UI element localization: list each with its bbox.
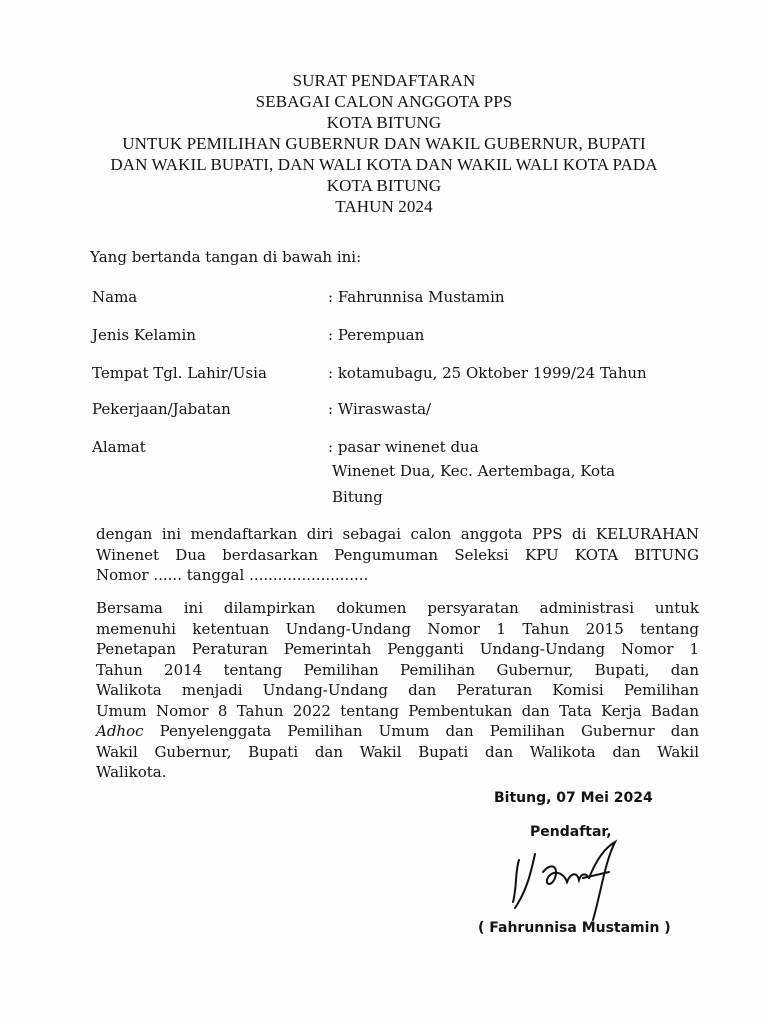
field-label: Tempat Tgl. Lahir/Usia	[92, 364, 267, 382]
field-value: : Fahrunnisa Mustamin	[328, 288, 505, 306]
field-value: : pasar winenet dua	[328, 438, 479, 456]
paragraph-line: Winenet Dua berdasarkan Pengumuman Seleksi KPU KOTA BITUNG	[96, 545, 699, 564]
handwritten-signature	[505, 832, 645, 922]
paragraph-line: Wakil Gubernur, Bupati dan Wakil Bupati dan Walikota dan Wakil	[96, 742, 699, 761]
paragraph-line: Penetapan Peraturan Pemerintah Pengganti Undang-Undang Nomor 1	[96, 640, 699, 658]
field-label: Nama	[92, 288, 138, 306]
intro-text: Yang bertanda tangan di bawah ini:	[90, 248, 362, 266]
title-line: UNTUK PEMILIHAN GUBERNUR DAN WAKIL GUBERNUR, BUPATI	[122, 134, 646, 153]
field-label: Alamat	[92, 438, 146, 456]
field-label: Pekerjaan/Jabatan	[92, 400, 231, 418]
field-value: : Wiraswasta/	[328, 400, 432, 418]
place-date: Bitung, 07 Mei 2024	[494, 790, 653, 806]
title-line: DAN WAKIL BUPATI, DAN WALI KOTA DAN WAKIL WALI KOTA PADA	[110, 155, 658, 174]
italic-term: Adhoc	[96, 722, 144, 740]
registration-paragraph	[96, 524, 699, 586]
signer-name: ( Fahrunnisa Mustamin )	[478, 920, 671, 936]
address-line-3: Bitung	[332, 488, 383, 506]
paragraph-line: Walikota menjadi Undang-Undang dan Peraturan Komisi Pemilihan	[96, 681, 699, 699]
paragraph-line: Nomor ...... tanggal .........................	[96, 566, 369, 584]
title-line: SURAT PENDAFTARAN	[292, 71, 476, 90]
title-line: KOTA BITUNG	[326, 113, 442, 132]
paragraph-line	[96, 721, 699, 742]
attachment-paragraph	[96, 598, 699, 783]
title-line: TAHUN 2024	[335, 197, 433, 216]
signer-label: Pendaftar,	[530, 824, 612, 840]
paragraph-line: Umum Nomor 8 Tahun 2022 tentang Pembentukan dan Tata Kerja Badan	[96, 701, 699, 720]
address-line-2: Winenet Dua, Kec. Aertembaga, Kota	[332, 462, 616, 480]
paragraph-line: Tahun 2014 tentang Pemilihan Pemilihan Gubernur, Bupati, dan	[96, 660, 699, 679]
paragraph-line: memenuhi ketentuan Undang-Undang Nomor 1 Tahun 2015 tentang	[96, 619, 699, 638]
paragraph-line: Walikota.	[96, 763, 167, 781]
paragraph-line: Bersama ini dilampirkan dokumen persyaratan administrasi untuk	[96, 599, 699, 617]
paragraph-line: dengan ini mendaftarkan diri sebagai calon anggota PPS di KELURAHAN	[96, 525, 699, 543]
title-line: SEBAGAI CALON ANGGOTA PPS	[255, 92, 513, 111]
document-title	[0, 70, 768, 217]
field-label: Jenis Kelamin	[92, 326, 196, 344]
title-line: KOTA BITUNG	[326, 176, 442, 195]
field-value: : Perempuan	[328, 326, 425, 344]
paragraph-line-rest: Penyelenggata Pemilihan Umum dan Pemilihan Gubernur dan	[143, 722, 699, 740]
field-value: : kotamubagu, 25 Oktober 1999/24 Tahun	[328, 364, 647, 382]
